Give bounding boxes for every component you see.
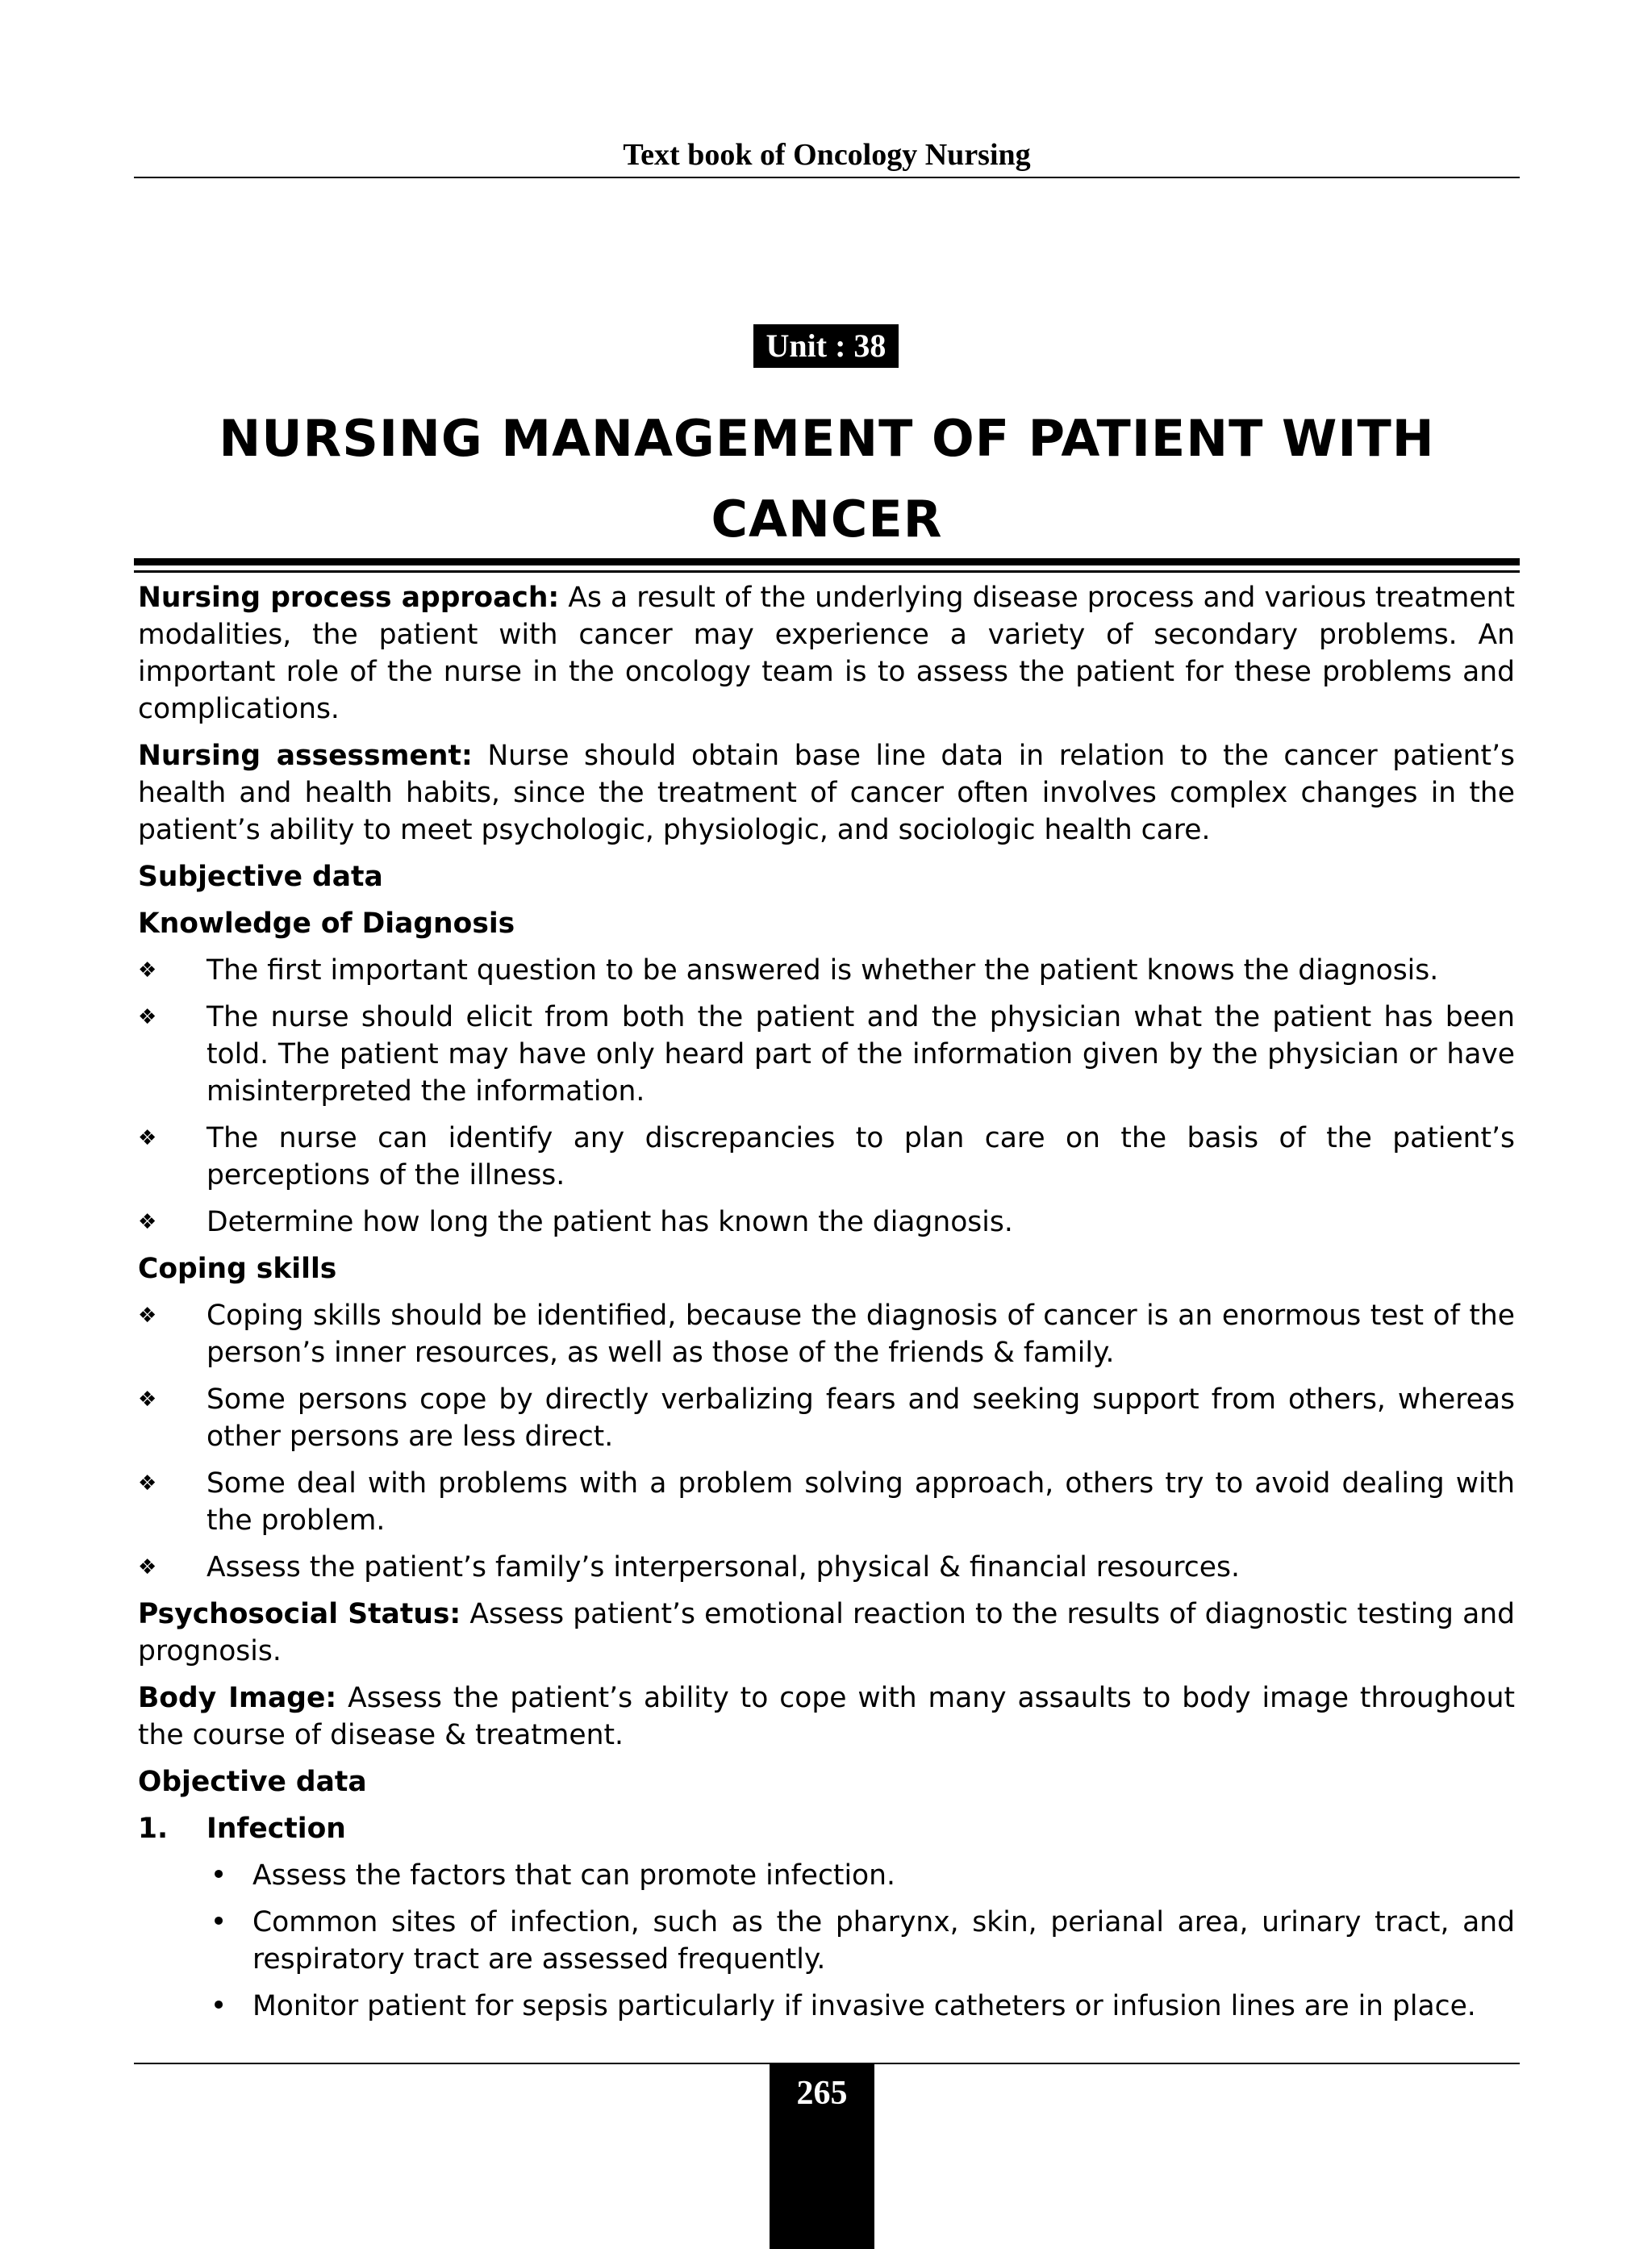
header-rule — [134, 177, 1520, 178]
infection-heading — [138, 1810, 1515, 1847]
list-item-text: Determine how long the patient has known the diagnosis. — [206, 1206, 1013, 1238]
list-item — [138, 1988, 1515, 2025]
nursing-assessment-label: Nursing assessment: — [138, 740, 473, 772]
dot-bullet-icon: • — [210, 1859, 227, 1892]
running-header: Text book of Oncology Nursing — [623, 138, 1031, 172]
nursing-assessment-text: Nurse should obtain base line data in relation to the cancer patient’s health and health habits, since the treatment of cancer often involves complex changes in the patient’s ability to meet psychologic, physiologic, and sociologic health care. — [138, 740, 1516, 846]
objective-data-heading: Objective data — [138, 1766, 367, 1798]
psychosocial-status-label: Psychosocial Status: — [138, 1598, 461, 1630]
diamond-bullet-icon: ❖ — [138, 1304, 157, 1328]
list-item — [138, 1381, 1515, 1455]
list-item — [138, 1465, 1515, 1539]
nursing-process-paragraph — [138, 579, 1515, 728]
list-item — [138, 1204, 1515, 1241]
list-item-text: Assess the patient’s family’s interpersonal, physical & financial resources. — [206, 1551, 1240, 1583]
diamond-bullet-icon: ❖ — [138, 1210, 157, 1234]
nursing-process-text: As a result of the underlying disease process and various treatment modalities, the patient with cancer may experience a variety of secondary problems. An important role of the nurse in the oncology team is to assess the patient for these problems and complications. — [138, 582, 1515, 725]
unit-badge: Unit : 38 — [753, 324, 899, 368]
body-image-label: Body Image: — [138, 1682, 337, 1714]
chapter-title-line2: CANCER — [711, 490, 943, 549]
diamond-bullet-icon: ❖ — [138, 1387, 157, 1412]
list-item — [138, 1904, 1515, 1978]
diamond-bullet-icon: ❖ — [138, 958, 157, 983]
nursing-assessment-paragraph — [138, 737, 1515, 849]
list-item — [138, 1857, 1515, 1894]
diamond-bullet-icon: ❖ — [138, 1126, 157, 1150]
list-item — [138, 952, 1515, 989]
list-item-text: The nurse should elicit from both the patient and the physician what the patient has been told. The patient may have only heard part of the information given by the physician or have misinterpreted the information. — [206, 1001, 1515, 1108]
knowledge-of-diagnosis-heading: Knowledge of Diagnosis — [138, 908, 515, 940]
psychosocial-status-paragraph — [138, 1596, 1515, 1670]
list-item-text: The nurse can identify any discrepancies to plan care on the basis of the patient’s perceptions of the illness. — [206, 1122, 1515, 1191]
list-item-text: Assess the factors that can promote infection. — [252, 1859, 895, 1892]
nursing-process-label: Nursing process approach: — [138, 582, 560, 614]
list-item — [138, 1549, 1515, 1586]
title-rule-thin — [134, 570, 1520, 573]
page-number: 265 — [770, 2064, 874, 2249]
subjective-data-heading: Subjective data — [138, 861, 383, 893]
list-item — [138, 1120, 1515, 1194]
list-item-text: Some deal with problems with a problem solving approach, others try to avoid dealing with the problem. — [206, 1467, 1515, 1537]
title-rule-thick — [134, 558, 1520, 565]
body-image-paragraph — [138, 1679, 1515, 1754]
body-image-text: Assess the patient’s ability to cope with many assaults to body image throughout the course of disease & treatment. — [138, 1682, 1515, 1751]
list-item-text: Coping skills should be identified, because the diagnosis of cancer is an enormous test of the person’s inner resources, as well as those of the friends & family. — [206, 1300, 1515, 1369]
list-item — [138, 1297, 1515, 1371]
list-item-text: Monitor patient for sepsis particularly if invasive catheters or infusion lines are in place. — [252, 1990, 1476, 2022]
diamond-bullet-icon: ❖ — [138, 1555, 157, 1579]
coping-skills-heading: Coping skills — [138, 1253, 337, 1285]
list-item — [138, 999, 1515, 1110]
infection-number: 1. — [138, 1813, 169, 1845]
infection-heading-text: Infection — [206, 1813, 346, 1845]
psychosocial-status-text: Assess patient’s emotional reaction to the results of diagnostic testing and prognosis. — [138, 1598, 1515, 1667]
dot-bullet-icon: • — [210, 1990, 227, 2022]
diamond-bullet-icon: ❖ — [138, 1005, 157, 1029]
list-item-text: Common sites of infection, such as the pharynx, skin, perianal area, urinary tract, and respiratory tract are assessed frequently. — [252, 1906, 1515, 1976]
list-item-text: Some persons cope by directly verbalizing fears and seeking support from others, whereas other persons are less direct. — [206, 1383, 1515, 1453]
chapter-title-line1: NURSING MANAGEMENT OF PATIENT WITH — [219, 409, 1435, 468]
dot-bullet-icon: • — [210, 1906, 227, 1938]
list-item-text: The first important question to be answered is whether the patient knows the diagnosis. — [206, 954, 1439, 987]
diamond-bullet-icon: ❖ — [138, 1471, 157, 1496]
chapter-title — [134, 398, 1520, 560]
page-body — [138, 579, 1515, 2034]
